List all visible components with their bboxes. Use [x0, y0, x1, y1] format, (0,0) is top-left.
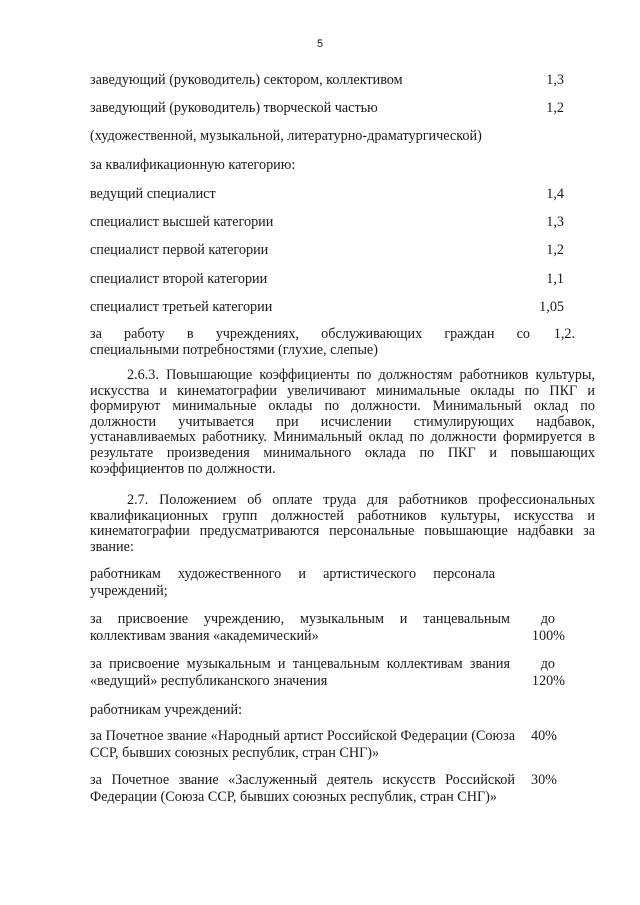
- bonus-value: 120%: [531, 673, 565, 689]
- special-needs-line1: за работу в учреждениях, обслуживающих граждан со: [90, 326, 530, 342]
- bonus-item: [90, 611, 565, 645]
- coef-value: 1,2: [546, 242, 564, 258]
- special-needs-value: 1,2.: [553, 326, 575, 342]
- coef-value: 1,3: [546, 72, 564, 88]
- coef-row: [90, 100, 570, 117]
- title-bonus-item: [90, 728, 565, 762]
- coef-value: 1,05: [539, 299, 564, 315]
- title-bonus-value: 30%: [530, 772, 557, 788]
- coef-row: [90, 128, 570, 145]
- paragraph-2-6-3: 2.6.3. Повышающие коэффициенты по должностям работников культуры, искусства и кинематографии увеличивают минимальные оклады по ПКГ и формируют минимальные оклады по должности. Минимальный оклад по должности учитывается при исчислении стимулирующих надбавок, устанавливаемых работнику. Минимальный оклад по должности формируется в результате произведения минимального оклада по ПКГ и повышающих коэффициентов по должности.: [90, 367, 595, 477]
- coef-label: специалист второй категории: [90, 271, 268, 287]
- coef-row: [90, 271, 570, 288]
- coef-row: [90, 242, 570, 259]
- bonus-text: за присвоение учреждению, музыкальным и танцевальным коллективам звания «академический»: [90, 611, 510, 644]
- bonus-prefix: до: [540, 611, 555, 627]
- coef-label: специалист первой категории: [90, 242, 269, 258]
- title-bonus-text: за Почетное звание «Заслуженный деятель искусств Российской Федерации (Союза ССР, бывших союзных республик, стран СНГ)»: [90, 772, 515, 805]
- institutions-heading: работникам учреждений:: [90, 702, 243, 718]
- special-needs-line2: специальными потребностями (глухие, слепые): [90, 342, 378, 358]
- coef-value: 1,1: [546, 271, 564, 287]
- coef-value: 1,3: [546, 214, 564, 230]
- title-bonus-text: за Почетное звание «Народный артист Российской Федерации (Союза ССР, бывших союзных республик, стран СНГ)»: [90, 728, 515, 761]
- artistic-staff-heading: работникам художественного и артистического персонала учреждений;: [90, 566, 495, 599]
- coef-row: [90, 214, 570, 231]
- title-bonus-item: [90, 772, 565, 806]
- coef-value: [564, 157, 570, 174]
- bonus-text: за присвоение музыкальным и танцевальным коллективам звания «ведущий» республиканского значения: [90, 656, 510, 689]
- page-number: 5: [316, 38, 324, 50]
- coef-value: [564, 128, 570, 145]
- coef-label: специалист третьей категории: [90, 299, 273, 315]
- coef-row: [90, 157, 570, 174]
- coef-value: 1,2: [546, 100, 564, 116]
- title-bonus-value: 40%: [530, 728, 557, 744]
- coef-label: ведущий специалист: [90, 186, 216, 202]
- special-needs-row: [90, 326, 575, 358]
- coef-value: 1,4: [546, 186, 564, 202]
- coef-label: (художественной, музыкальной, литературно-драматургической): [90, 128, 482, 144]
- coef-label: специалист высшей категории: [90, 214, 274, 230]
- coef-label: заведующий (руководитель) творческой частью: [90, 100, 378, 116]
- bonus-prefix: до: [540, 656, 555, 672]
- bonus-item: [90, 656, 565, 690]
- coef-label: заведующий (руководитель) сектором, коллективом: [90, 72, 403, 88]
- bonus-value: 100%: [531, 628, 565, 644]
- coef-label: за квалификационную категорию:: [90, 157, 296, 173]
- coef-row: [90, 186, 570, 203]
- coef-row: [90, 72, 570, 89]
- paragraph-2-7: 2.7. Положением об оплате труда для работников профессиональных квалификационных групп должностей работников культуры, искусства и кинематографии предусматриваются персональные повышающие надбавки за звание:: [90, 492, 595, 555]
- coef-row: [90, 299, 570, 316]
